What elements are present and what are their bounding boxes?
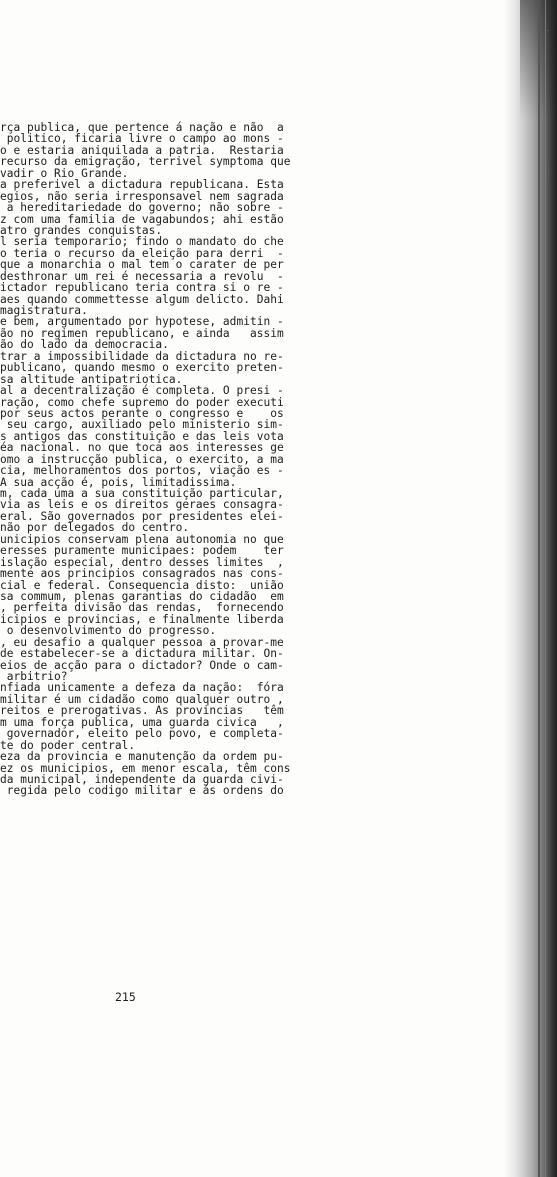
page-number: 215 <box>115 990 136 1004</box>
text-line: egios, não seria irresponsavel nem sagrada <box>0 189 284 203</box>
text-line: mente aos principios consagrados nas cons- <box>0 567 284 581</box>
text-line: trar a impossibilidade da dictadura no re- <box>0 349 284 363</box>
text-line: seu cargo, auxiliado pelo ministerio sim- <box>0 418 284 432</box>
text-line: não por delegados do centro. <box>0 521 190 535</box>
text-line: aes quando commettesse algum delicto. Dahi <box>0 292 284 306</box>
body-text <box>0 122 372 797</box>
text-line: a hereditariedade do governo; não sobre - <box>0 201 284 215</box>
text-line: ictador republicano teria contra si o re - <box>0 281 284 295</box>
text-line: atro grandes conquistas. <box>0 223 163 237</box>
book-binding-gutter <box>505 0 557 1177</box>
text-line: cial e federal. Consequencia disto: união <box>0 578 284 592</box>
text-line: o desenvolvimento do progresso. <box>0 624 217 638</box>
text-line: eios de acção para o dictador? Onde o cam- <box>0 658 284 672</box>
scan-speck <box>539 125 540 135</box>
text-line: z com uma familia de vagabundos; ahi estão <box>0 212 284 226</box>
text-line: da municipal, independente da guarda civi- <box>0 772 284 786</box>
text-line: sa altitude antipatriotica. <box>0 372 183 386</box>
text-line: militar é um cidadão como qualquer outro , <box>0 692 284 706</box>
text-line: ez os municipios, em menor escala, têm cons <box>0 761 291 775</box>
text-line: ração, como chefe supremo do poder executi <box>0 395 284 409</box>
text-line: vadir o Rio Grande. <box>0 166 129 180</box>
text-line: governador, eleito pelo povo, e completa- <box>0 727 284 741</box>
text-line: islação especial, dentro desses limites , <box>0 555 284 569</box>
page-edge-line-secondary <box>545 0 546 1177</box>
text-line: o teria o recurso da eleição para derri - <box>0 246 284 260</box>
text-line: arbitrio? <box>0 670 68 683</box>
text-line: l seria temporario; findo o mandato do che <box>0 235 284 249</box>
text-line: éa nacional. no que toca aos interesses ge <box>0 441 284 455</box>
text-line: publicano, quando mesmo o exercito preten- <box>0 361 284 375</box>
text-line: omo a instrucção publica, o exercito, a ma <box>0 452 284 466</box>
text-line: ão no regimen republicano, e ainda assim <box>0 326 284 340</box>
text-line: por seus actos perante o congresso e os <box>0 406 284 420</box>
scan-speck <box>548 165 549 179</box>
text-line: de estabelecer-se a dictadura militar. On- <box>0 647 284 661</box>
text-line: unicipios conservam plena autonomia no que <box>0 532 284 546</box>
text-line: regida pelo codigo militar e ás ordens do <box>0 784 284 798</box>
text-line: m uma força publica, uma guarda civica , <box>0 715 284 729</box>
text-line: e bem, argumentado por hypotese, admitin - <box>0 315 284 329</box>
text-line: eral. São governados por presidentes elei- <box>0 509 284 523</box>
scan-speck <box>547 30 549 31</box>
text-line: al a decentralização é completa. O presi - <box>0 384 284 398</box>
text-line: te do poder central. <box>0 738 136 752</box>
page-edge-line <box>538 0 540 1177</box>
text-line: eza da provincia e manutenção da ordem pu- <box>0 750 284 764</box>
text-line: nfiada unicamente a defeza da nação: fóra <box>0 681 284 695</box>
text-line: reitos e prerogativas. As provincias têm <box>0 704 284 718</box>
text-line: recurso da emigração, terrivel symptoma que <box>0 155 291 169</box>
text-line: desthronar um rei é necessaria a revolu - <box>0 269 284 283</box>
text-line: , perfeita divisão das rendas, fornecendo <box>0 601 284 615</box>
text-line: politico, ficaria livre o campo ao mons - <box>0 132 284 146</box>
text-line: A sua acção é, pois, limitadissima. <box>0 475 237 489</box>
text-line: m, cada uma a sua constituição particular, <box>0 487 284 500</box>
text-line: o e estaria aniquilada a patria. Restaria <box>0 143 284 157</box>
text-line: via as leis e os direitos geraes consagra- <box>0 498 284 512</box>
text-line: magistratura. <box>0 304 88 317</box>
text-line: a preferivel a dictadura republicana. Esta <box>0 178 284 192</box>
text-line: ão do lado da democracia. <box>0 338 169 352</box>
text-line: sa commum, plenas garantias do cidadão em <box>0 589 284 603</box>
text-line: eresses puramente municipaes: podem ter <box>0 544 284 558</box>
text-line: , eu desafio a qualquer pessoa a provar-me <box>0 635 284 649</box>
text-line: rça publica, que pertence á nação e não a <box>0 121 284 134</box>
text-line: icipios e provincias, e finalmente liberda <box>0 612 284 626</box>
text-line: s antigos das constituição e das leis vota <box>0 429 284 443</box>
text-line: cia, melhoramentos dos portos, viação es - <box>0 464 284 478</box>
text-line: que a monarchia o mal tem o carater de per <box>0 258 284 272</box>
